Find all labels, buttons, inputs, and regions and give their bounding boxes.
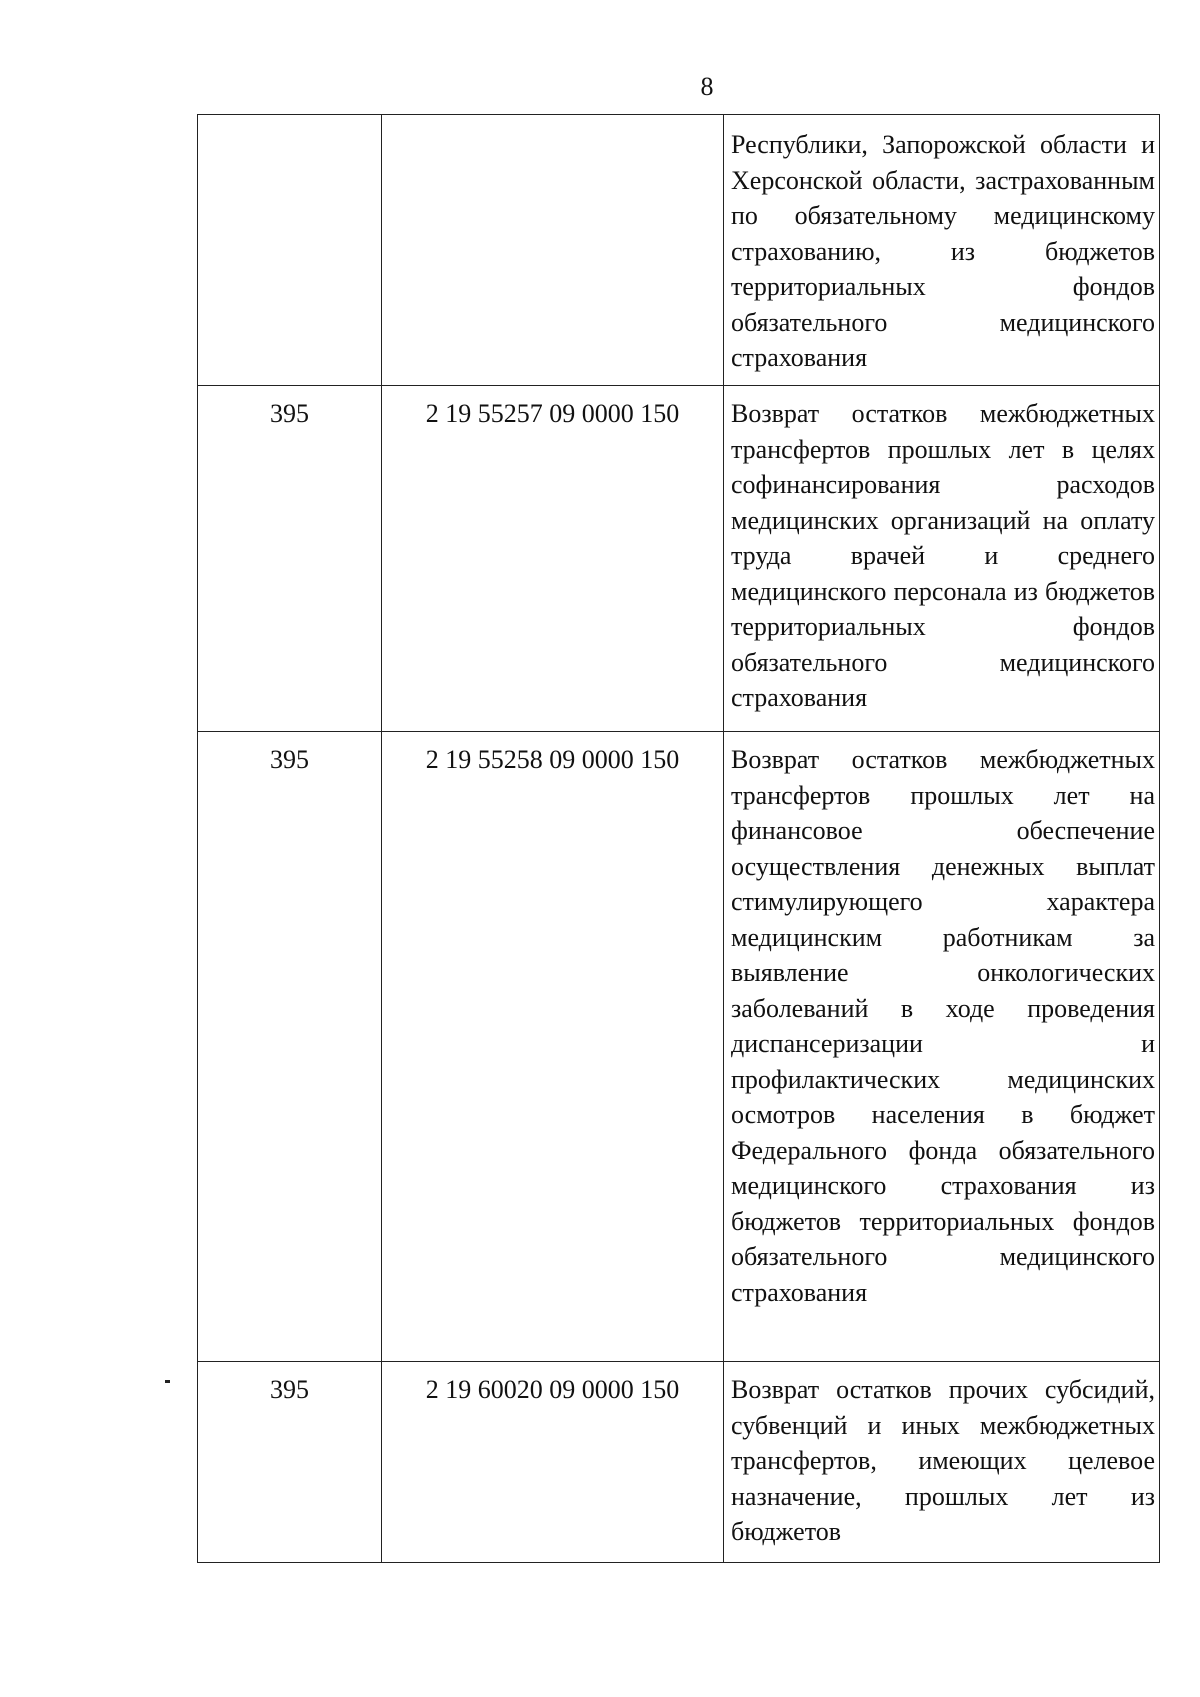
margin-mark (165, 1380, 170, 1383)
budget-code-cell: 2 19 60020 09 0000 150 (382, 1362, 724, 1563)
description-cell: Республики, Запорожской области и Херсонской области, застрахованным по обязательному медицинскому страхованию, из бюджетов территориальных фондов обязательного медицинского страхования (724, 115, 1160, 386)
table-row (198, 115, 1160, 386)
admin-code-cell: 395 (198, 732, 382, 1362)
admin-code-cell: 395 (198, 1362, 382, 1563)
description-cell: Возврат остатков межбюджетных трансфертов прошлых лет на финансовое обеспечение осуществления денежных выплат стимулирующего характера медицинским работникам за выявление онкологических заболеваний в ходе проведения диспансеризации и профилактических медицинских осмотров населения в бюджет Федерального фонда обязательного медицинского страхования из бюджетов территориальных фондов обязательного медицинского страхования (724, 732, 1160, 1362)
page-number: 8 (700, 72, 714, 101)
budget-code-cell: 2 19 55258 09 0000 150 (382, 732, 724, 1362)
budget-codes-table (197, 114, 1160, 1563)
budget-code-cell (382, 115, 724, 386)
budget-code-cell: 2 19 55257 09 0000 150 (382, 386, 724, 732)
table-row (198, 732, 1160, 1362)
admin-code-cell: 395 (198, 386, 382, 732)
description-cell: Возврат остатков межбюджетных трансфертов прошлых лет в целях софинансирования расходов медицинских организаций на оплату труда врачей и среднего медицинского персонала из бюджетов территориальных фондов обязательного медицинского страхования (724, 386, 1160, 732)
table-row (198, 386, 1160, 732)
table-row (198, 1362, 1160, 1563)
description-cell: Возврат остатков прочих субсидий, субвенций и иных межбюджетных трансфертов, имеющих целевое назначение, прошлых лет из бюджетов (724, 1362, 1160, 1563)
admin-code-cell (198, 115, 382, 386)
